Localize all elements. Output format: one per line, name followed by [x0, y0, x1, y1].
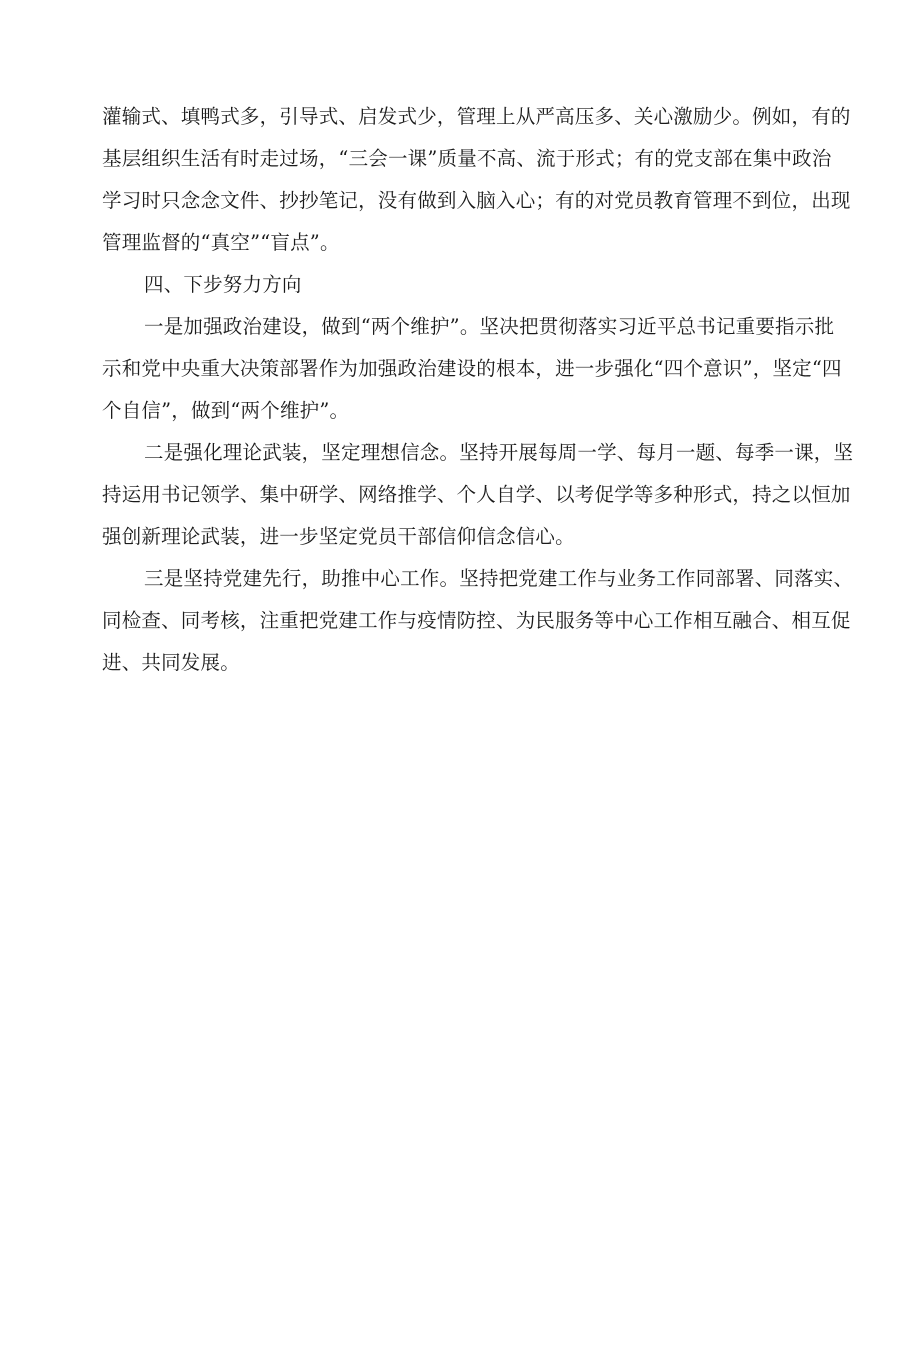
text-line: 同检查、同考核，注重把党建工作与疫情防控、为民服务等中心工作相互融合、相互促: [102, 609, 851, 632]
document-body: [102, 104, 854, 692]
paragraph-theory: [102, 440, 854, 550]
text-line: 灌输式、填鸭式多，引导式、启发式少，管理上从严高压多、关心激励少。例如，有的: [102, 105, 851, 128]
text-line: 持运用书记领学、集中研学、网络推学、个人自学、以考促学等多种形式，持之以恒加: [102, 483, 851, 506]
heading-text: 四、下步努力方向: [144, 273, 302, 296]
text-line: 进、共同发展。: [102, 651, 240, 674]
text-line: 管理监督的“真空”“盲点”。: [102, 231, 340, 254]
text-line: 个自信”，做到“两个维护”。: [102, 399, 350, 422]
text-line: 示和党中央重大决策部署作为加强政治建设的根本，进一步强化“四个意识”，坚定“四: [102, 357, 842, 380]
text-line: 三是坚持党建先行，助推中心工作。坚持把党建工作与业务工作同部署、同落实、: [144, 567, 854, 590]
text-line: 强创新理论武装，进一步坚定党员干部信仰信念信心。: [102, 525, 575, 548]
paragraph-party-building: [102, 566, 854, 676]
text-line: 二是强化理论武装，坚定理想信念。坚持开展每周一学、每月一题、每季一课，坚: [144, 441, 854, 464]
paragraph-political-building: [102, 314, 842, 424]
text-line: 基层组织生活有时走过场，“三会一课”质量不高、流于形式；有的党支部在集中政治: [102, 147, 832, 170]
text-line: 学习时只念念文件、抄抄笔记，没有做到入脑入心；有的对党员教育管理不到位，出现: [102, 189, 851, 212]
text-line: 一是加强政治建设，做到“两个维护”。坚决把贯彻落实习近平总书记重要指示批: [144, 315, 835, 338]
paragraph-continuation: [102, 104, 851, 256]
section-heading: [102, 272, 830, 298]
